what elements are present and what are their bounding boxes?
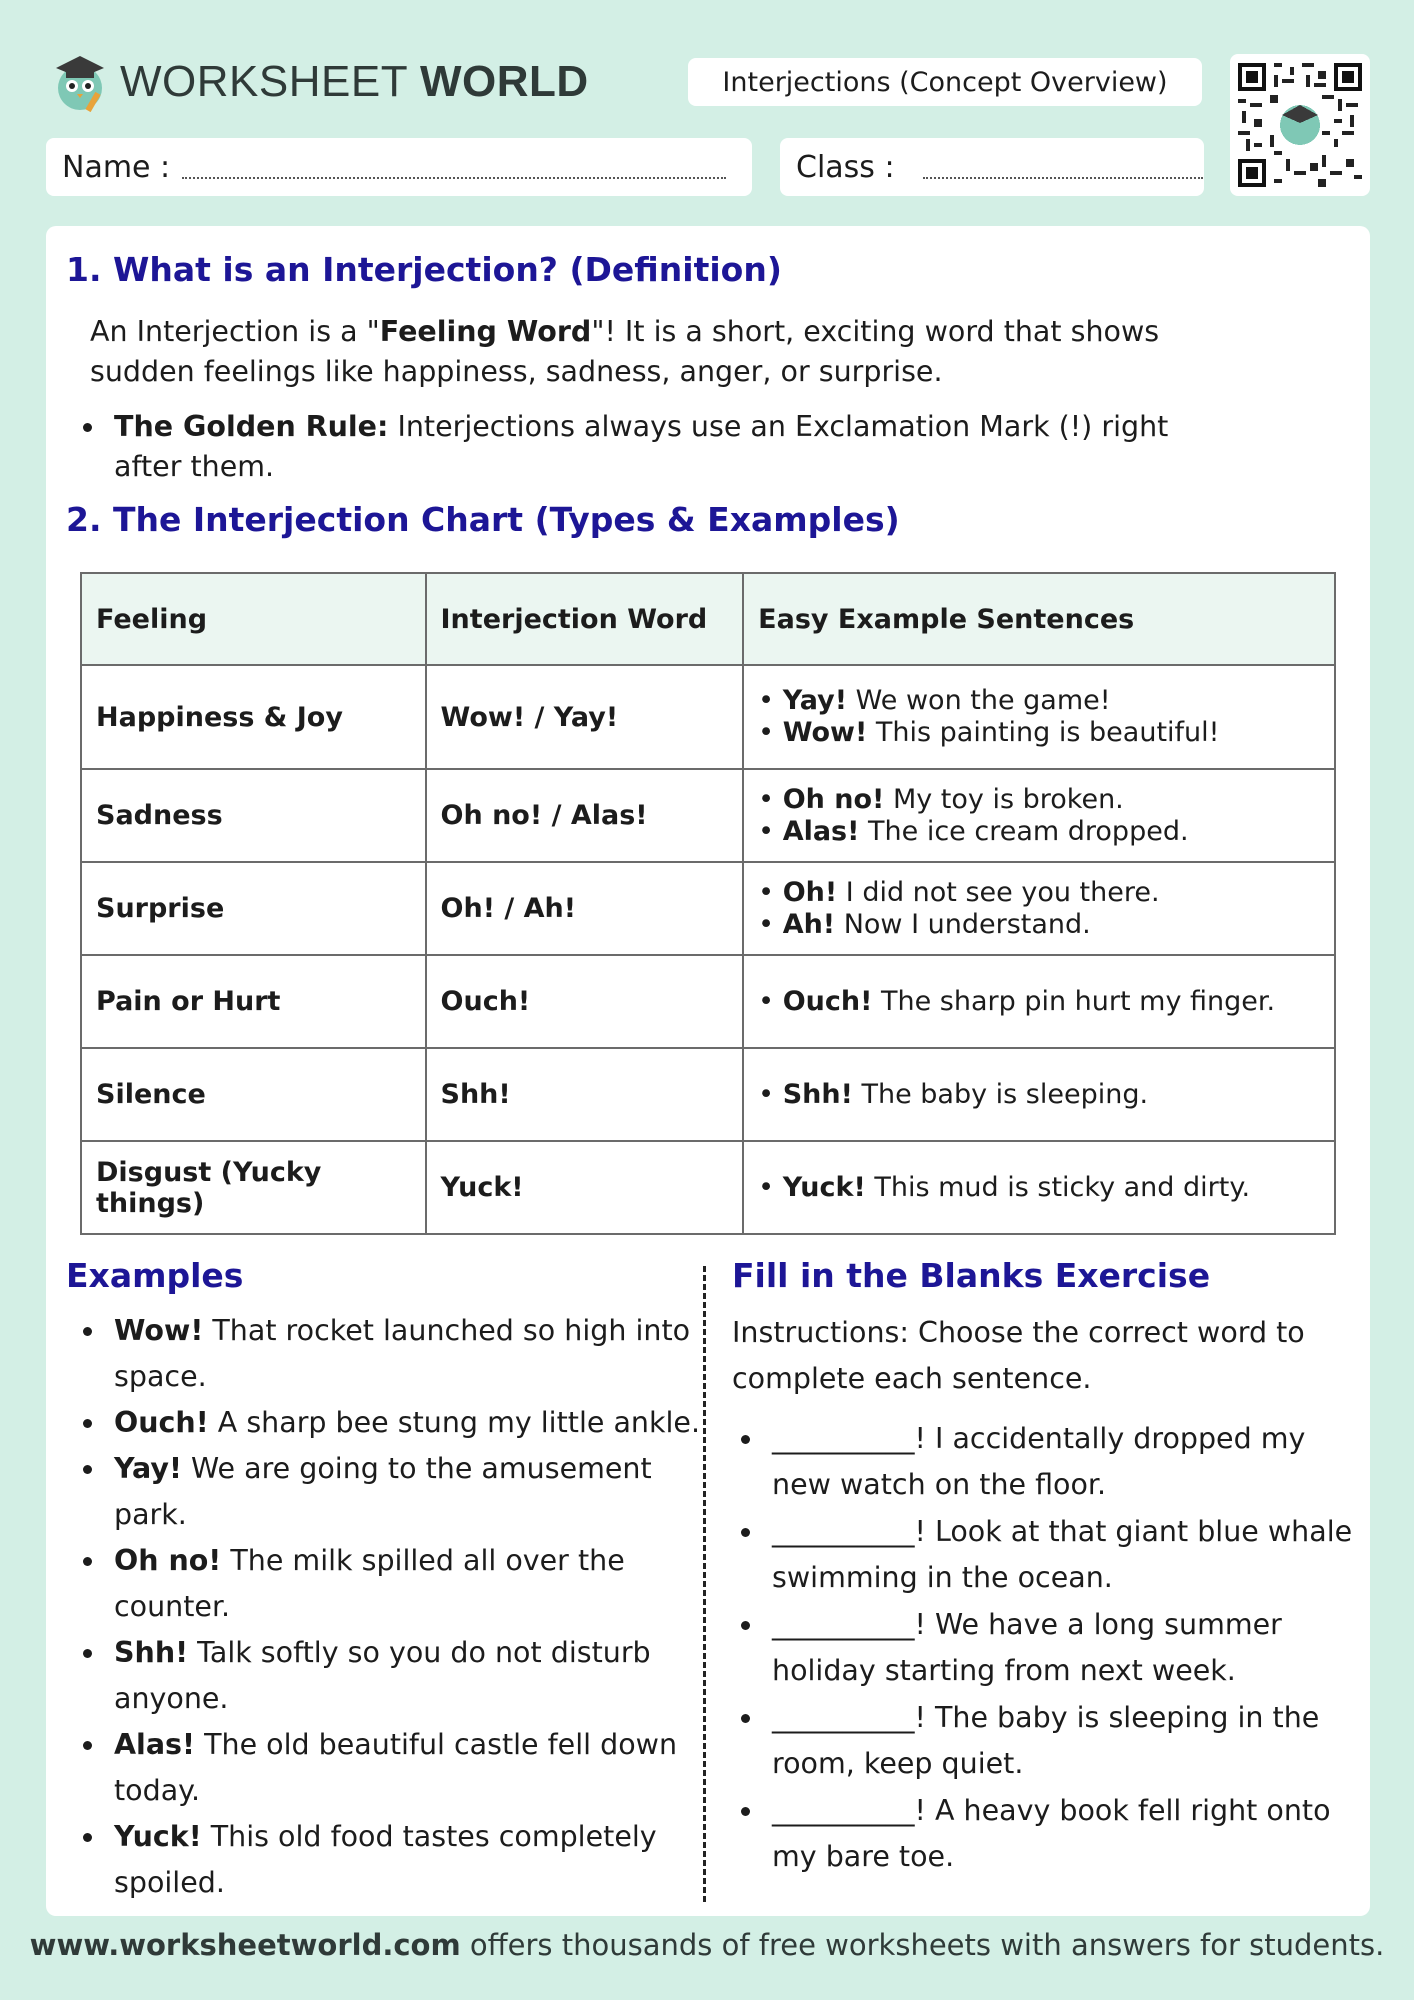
bullet-dot xyxy=(83,423,92,432)
column-header-examples: Easy Example Sentences xyxy=(743,573,1335,665)
list-item[interactable]: __________! Look at that giant blue whale swimming in the ocean. xyxy=(772,1515,1353,1594)
feeling-cell: Silence xyxy=(81,1048,426,1141)
word-cell: Yuck! xyxy=(426,1141,744,1234)
qr-code xyxy=(1230,54,1370,196)
examples-heading: Examples xyxy=(66,1256,244,1295)
list-item[interactable]: __________! We have a long summer holiday starting from next week. xyxy=(772,1608,1282,1687)
feeling-cell: Disgust (Yucky things) xyxy=(81,1141,426,1234)
word-cell: Shh! xyxy=(426,1048,744,1141)
name-line[interactable] xyxy=(182,155,726,179)
brand-logo xyxy=(46,46,589,118)
bullet-dot xyxy=(741,1714,750,1723)
example-cell: • Yay! We won the game! • Wow! This painting is beautiful! xyxy=(743,665,1335,769)
word-cell: Wow! / Yay! xyxy=(426,665,744,769)
example-cell: • Shh! The baby is sleeping. xyxy=(743,1048,1335,1141)
list-item: Yuck! This old food tastes completely spoiled. xyxy=(114,1820,657,1899)
name-field[interactable] xyxy=(46,138,752,196)
bullet-dot xyxy=(83,1419,92,1428)
footer-site-link[interactable]: www.worksheetworld.com xyxy=(29,1928,461,1962)
bullet-dot xyxy=(83,1649,92,1658)
feeling-cell: Happiness & Joy xyxy=(81,665,426,769)
section2-heading: 2. The Interjection Chart (Types & Examples) xyxy=(66,500,900,539)
bullet-dot xyxy=(83,1465,92,1474)
class-line[interactable] xyxy=(923,155,1203,179)
list-item[interactable]: __________! I accidentally dropped my new watch on the floor. xyxy=(772,1422,1306,1501)
feeling-cell: Surprise xyxy=(81,862,426,955)
table-row xyxy=(81,1141,1335,1234)
list-item[interactable]: __________! A heavy book fell right onto my bare toe. xyxy=(772,1794,1331,1873)
column-header-feeling: Feeling xyxy=(81,573,426,665)
class-field[interactable] xyxy=(780,138,1204,196)
definition-paragraph: An Interjection is a "Feeling Word"! It is a short, exciting word that shows sudden feelings like happiness, sadness, anger, or surprise. xyxy=(90,315,1160,388)
example-cell: • Oh no! My toy is broken. • Alas! The ice cream dropped. xyxy=(743,769,1335,862)
example-cell: • Yuck! This mud is sticky and dirty. xyxy=(743,1141,1335,1234)
bullet-dot xyxy=(83,1557,92,1566)
list-item: Oh no! The milk spilled all over the counter. xyxy=(114,1544,625,1623)
section1-heading: 1. What is an Interjection? (Definition) xyxy=(66,250,782,289)
example-cell: • Oh! I did not see you there. • Ah! Now I understand. xyxy=(743,862,1335,955)
bullet-dot xyxy=(741,1807,750,1816)
list-item: Ouch! A sharp bee stung my little ankle. xyxy=(114,1406,701,1439)
table-row xyxy=(81,862,1335,955)
feeling-cell: Pain or Hurt xyxy=(81,955,426,1048)
list-item: Alas! The old beautiful castle fell down today. xyxy=(114,1728,678,1807)
bullet-dot xyxy=(83,1741,92,1750)
word-cell: Ouch! xyxy=(426,955,744,1048)
qr-code-icon xyxy=(1238,62,1362,188)
column-divider xyxy=(703,1266,706,1902)
owl-mascot-icon xyxy=(46,48,114,116)
exercise-heading: Fill in the Blanks Exercise xyxy=(732,1256,1211,1295)
feeling-cell: Sadness xyxy=(81,769,426,862)
bullet-dot xyxy=(741,1528,750,1537)
footer-text: www.worksheetworld.com offers thousands of free worksheets with answers for students. xyxy=(29,1928,1385,1962)
class-label: Class : xyxy=(796,149,895,185)
list-item: Yay! We are going to the amusement park. xyxy=(114,1452,652,1531)
table-row xyxy=(81,665,1335,769)
list-item: Shh! Talk softly so you do not disturb anyone. xyxy=(114,1636,651,1715)
table-row xyxy=(81,1048,1335,1141)
worksheet-title: Interjections (Concept Overview) xyxy=(688,58,1202,106)
table-row xyxy=(81,955,1335,1048)
bullet-dot xyxy=(741,1435,750,1444)
example-cell: • Ouch! The sharp pin hurt my finger. xyxy=(743,955,1335,1048)
interjection-chart-table xyxy=(80,572,1336,1235)
list-item[interactable]: __________! The baby is sleeping in the room, keep quiet. xyxy=(772,1701,1320,1780)
word-cell: Oh! / Ah! xyxy=(426,862,744,955)
column-header-word: Interjection Word xyxy=(426,573,744,665)
list-item: Wow! That rocket launched so high into space. xyxy=(114,1314,691,1393)
golden-rule: The Golden Rule: Interjections always use an Exclamation Mark (!) right after them. xyxy=(114,410,1169,483)
exercise-instructions: Instructions: Choose the correct word to complete each sentence. xyxy=(732,1316,1305,1395)
brand-name-light: WORKSHEET xyxy=(120,57,421,106)
word-cell: Oh no! / Alas! xyxy=(426,769,744,862)
name-label: Name : xyxy=(62,149,171,185)
bullet-dot xyxy=(83,1327,92,1336)
bullet-dot xyxy=(83,1833,92,1842)
table-row xyxy=(81,769,1335,862)
bullet-dot xyxy=(741,1621,750,1630)
brand-name-bold: WORLD xyxy=(420,57,589,106)
